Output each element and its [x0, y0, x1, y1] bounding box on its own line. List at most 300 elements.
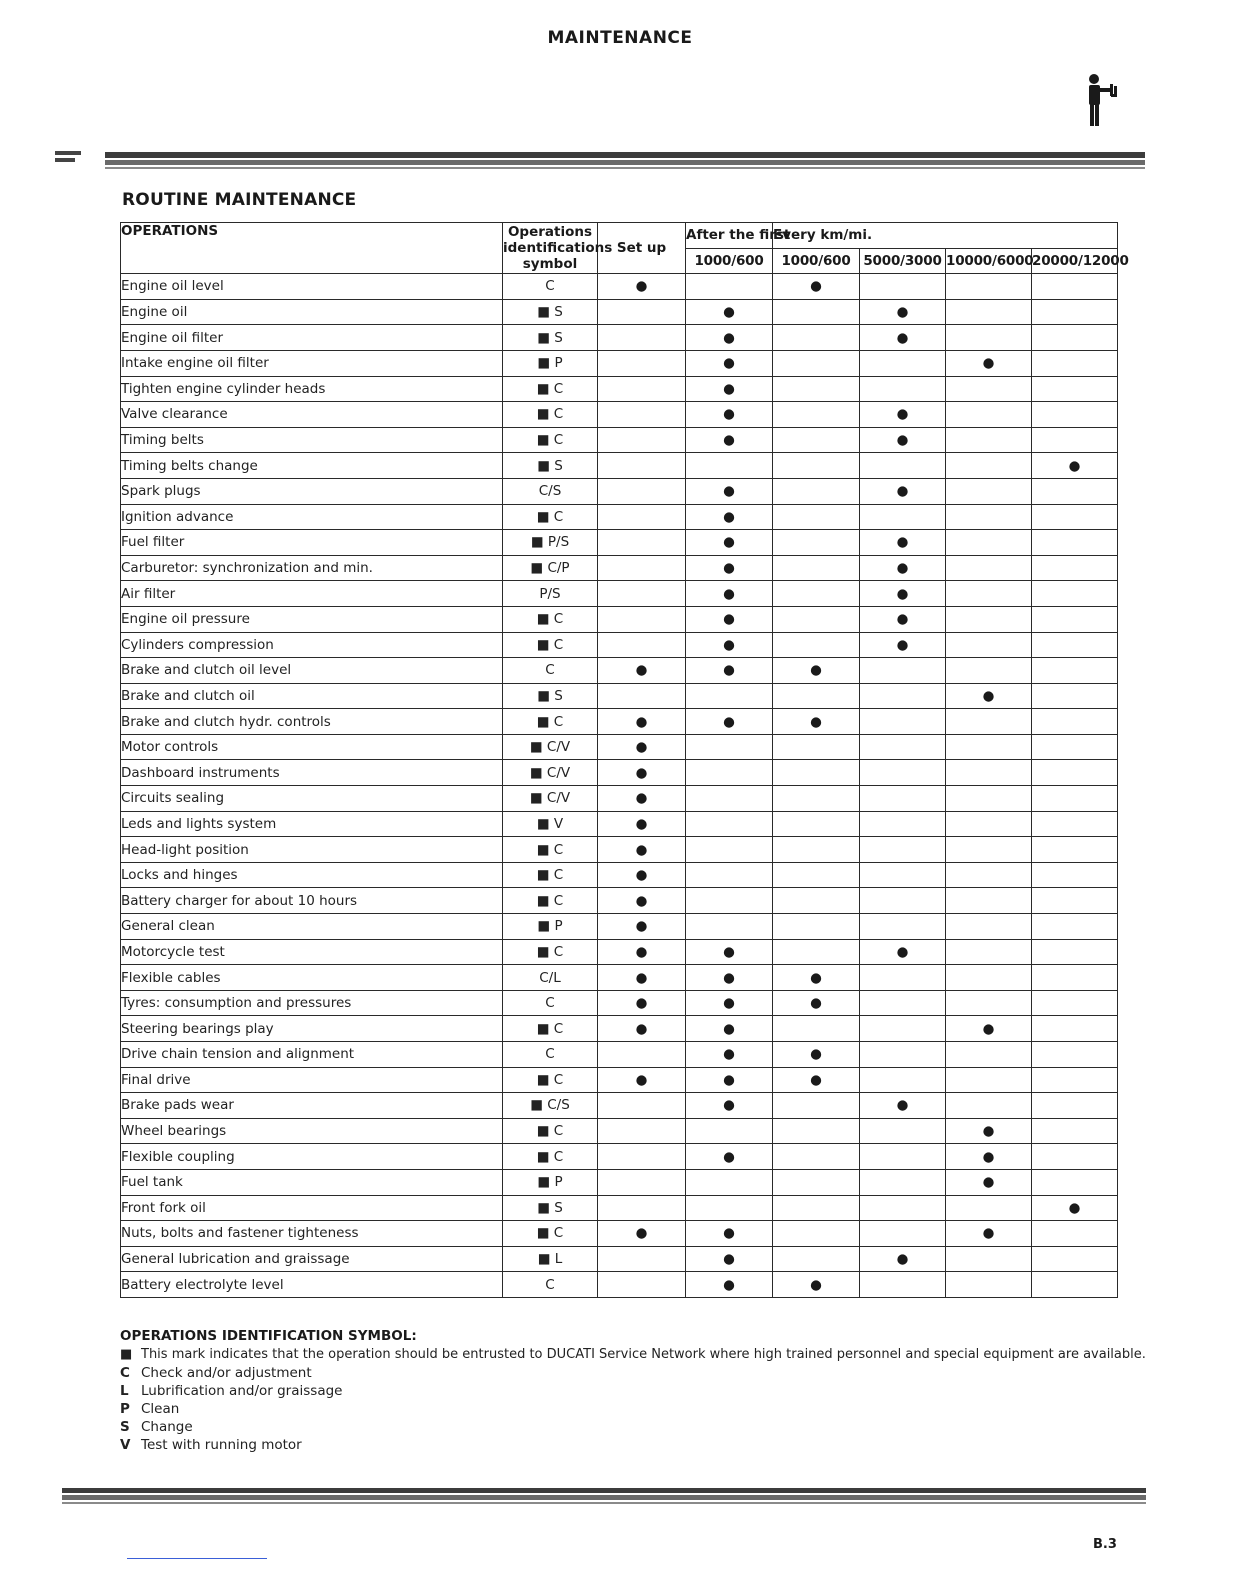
interval-mark-cell — [773, 1246, 860, 1272]
setup-mark-cell — [598, 632, 686, 658]
interval-mark-cell — [773, 299, 860, 325]
interval-mark-cell — [860, 811, 946, 837]
interval-mark-cell: ● — [686, 478, 773, 504]
interval-mark-cell — [946, 325, 1032, 351]
setup-mark-cell: ● — [598, 990, 686, 1016]
setup-mark-cell — [598, 402, 686, 428]
interval-mark-cell — [860, 1118, 946, 1144]
symbol-header — [503, 223, 613, 274]
interval-mark-cell — [946, 888, 1032, 914]
setup-mark-cell: ● — [598, 1221, 686, 1247]
operation-cell: Brake and clutch hydr. controls — [121, 709, 503, 735]
interval-mark-cell — [686, 888, 773, 914]
symbol-cell: ■ C — [503, 504, 598, 530]
setup-mark-cell: ● — [598, 888, 686, 914]
symbol-header-line2: identifications — [503, 240, 613, 257]
setup-mark-cell: ● — [598, 914, 686, 940]
interval-mark-cell — [773, 632, 860, 658]
legend-title: OPERATIONS IDENTIFICATION SYMBOL: — [120, 1328, 417, 1344]
setup-mark-cell — [598, 1118, 686, 1144]
interval-mark-cell — [773, 811, 860, 837]
interval-mark-cell — [1032, 811, 1118, 837]
operation-cell: Fuel filter — [121, 530, 503, 556]
interval-mark-cell: ● — [860, 299, 946, 325]
interval-mark-cell — [946, 1042, 1032, 1068]
interval-mark-cell: ● — [686, 1246, 773, 1272]
setup-mark-cell: ● — [598, 837, 686, 863]
symbol-cell: ■ C — [503, 1067, 598, 1093]
interval-mark-cell — [860, 965, 946, 991]
table-row — [121, 632, 1118, 658]
interval-mark-cell — [946, 1195, 1032, 1221]
table-row — [121, 1272, 1118, 1298]
interval-mark-cell: ● — [686, 939, 773, 965]
interval-mark-cell: ● — [686, 427, 773, 453]
interval-mark-cell: ● — [773, 1067, 860, 1093]
interval-mark-cell: ● — [773, 1272, 860, 1298]
interval-mark-cell — [946, 453, 1032, 479]
setup-mark-cell — [598, 530, 686, 556]
table-row — [121, 1169, 1118, 1195]
symbol-cell: C/S — [503, 478, 598, 504]
operation-cell: Final drive — [121, 1067, 503, 1093]
every-header: Every km/mi. — [773, 223, 1118, 249]
symbol-cell: ■ C — [503, 402, 598, 428]
symbol-cell: ■ C/P — [503, 555, 598, 581]
operation-cell: Wheel bearings — [121, 1118, 503, 1144]
interval-mark-cell: ● — [860, 632, 946, 658]
interval-mark-cell — [946, 786, 1032, 812]
table-row — [121, 837, 1118, 863]
setup-header: Set up — [598, 223, 686, 274]
symbol-cell: ■ C — [503, 837, 598, 863]
symbol-cell: ■ C — [503, 376, 598, 402]
symbol-cell: C — [503, 658, 598, 684]
interval-mark-cell — [1032, 965, 1118, 991]
operation-cell: Ignition advance — [121, 504, 503, 530]
interval-mark-cell — [686, 1118, 773, 1144]
setup-mark-cell: ● — [598, 1067, 686, 1093]
interval-mark-cell — [860, 1144, 946, 1170]
interval-mark-cell — [1032, 402, 1118, 428]
legend-item — [120, 1401, 179, 1417]
interval-mark-cell — [860, 376, 946, 402]
interval-mark-cell — [773, 1144, 860, 1170]
interval-mark-cell — [946, 1093, 1032, 1119]
symbol-cell: C — [503, 274, 598, 300]
setup-mark-cell: ● — [598, 734, 686, 760]
legend-key: ■ — [120, 1347, 133, 1362]
symbol-cell: ■ C — [503, 709, 598, 735]
interval-mark-cell — [1032, 325, 1118, 351]
legend-text: Test with running motor — [141, 1437, 302, 1453]
table-row — [121, 811, 1118, 837]
interval-mark-cell — [946, 862, 1032, 888]
interval-mark-cell — [773, 1169, 860, 1195]
interval-mark-cell: ● — [686, 965, 773, 991]
table-row — [121, 862, 1118, 888]
operation-cell: Locks and hinges — [121, 862, 503, 888]
setup-mark-cell — [598, 606, 686, 632]
table-row — [121, 504, 1118, 530]
interval-mark-cell: ● — [686, 350, 773, 376]
operation-cell: Timing belts change — [121, 453, 503, 479]
link-underline — [127, 1558, 267, 1559]
interval-mark-cell — [773, 734, 860, 760]
legend-text: Clean — [141, 1401, 180, 1417]
interval-mark-cell — [686, 862, 773, 888]
setup-mark-cell: ● — [598, 786, 686, 812]
operation-cell: Motor controls — [121, 734, 503, 760]
symbol-cell: ■ C — [503, 862, 598, 888]
interval-mark-cell — [773, 837, 860, 863]
interval-mark-cell: ● — [946, 683, 1032, 709]
operation-cell: General lubrication and graissage — [121, 1246, 503, 1272]
interval-mark-cell — [773, 1118, 860, 1144]
interval-mark-cell — [860, 658, 946, 684]
interval-mark-cell — [946, 734, 1032, 760]
setup-mark-cell: ● — [598, 939, 686, 965]
interval-mark-cell — [1032, 1221, 1118, 1247]
interval-mark-cell — [946, 1272, 1032, 1298]
interval-mark-cell — [686, 786, 773, 812]
operation-cell: Tyres: consumption and pressures — [121, 990, 503, 1016]
symbol-cell: ■ C — [503, 1118, 598, 1144]
interval-mark-cell — [946, 402, 1032, 428]
symbol-cell: ■ C/V — [503, 734, 598, 760]
symbol-cell: ■ L — [503, 1246, 598, 1272]
interval-mark-cell — [946, 632, 1032, 658]
interval-mark-cell — [686, 914, 773, 940]
interval-mark-cell — [1032, 530, 1118, 556]
interval-mark-cell — [946, 990, 1032, 1016]
interval-mark-cell: ● — [686, 504, 773, 530]
interval-mark-cell — [686, 453, 773, 479]
interval-mark-cell — [773, 504, 860, 530]
interval-mark-cell: ● — [946, 1221, 1032, 1247]
symbol-cell: ■ P — [503, 914, 598, 940]
interval-header: 1000/600 — [773, 248, 860, 274]
table-row — [121, 939, 1118, 965]
interval-mark-cell — [686, 760, 773, 786]
operation-cell: Dashboard instruments — [121, 760, 503, 786]
interval-mark-cell — [1032, 1067, 1118, 1093]
interval-mark-cell: ● — [686, 1042, 773, 1068]
interval-mark-cell — [1032, 606, 1118, 632]
table-row — [121, 376, 1118, 402]
interval-mark-cell — [860, 350, 946, 376]
interval-mark-cell — [773, 606, 860, 632]
operation-cell: Cylinders compression — [121, 632, 503, 658]
table-row — [121, 453, 1118, 479]
interval-mark-cell — [773, 914, 860, 940]
interval-mark-cell — [1032, 939, 1118, 965]
interval-mark-cell — [686, 1195, 773, 1221]
symbol-cell: ■ C — [503, 939, 598, 965]
interval-mark-cell — [860, 683, 946, 709]
interval-mark-cell — [860, 709, 946, 735]
symbol-cell: ■ P/S — [503, 530, 598, 556]
interval-mark-cell: ● — [860, 1093, 946, 1119]
maintenance-table — [120, 222, 1129, 1298]
setup-mark-cell — [598, 581, 686, 607]
interval-mark-cell — [1032, 709, 1118, 735]
legend-key: C — [120, 1365, 130, 1381]
interval-mark-cell: ● — [773, 1042, 860, 1068]
interval-mark-cell — [946, 427, 1032, 453]
setup-mark-cell — [598, 325, 686, 351]
mechanic-icon — [1078, 72, 1124, 128]
operation-cell: Intake engine oil filter — [121, 350, 503, 376]
setup-mark-cell: ● — [598, 760, 686, 786]
operation-cell: Battery electrolyte level — [121, 1272, 503, 1298]
setup-mark-cell — [598, 504, 686, 530]
interval-mark-cell — [1032, 1246, 1118, 1272]
interval-mark-cell: ● — [686, 530, 773, 556]
symbol-cell: C — [503, 1042, 598, 1068]
operation-cell: Engine oil level — [121, 274, 503, 300]
interval-mark-cell — [946, 914, 1032, 940]
table-row — [121, 606, 1118, 632]
interval-mark-cell — [1032, 1042, 1118, 1068]
interval-mark-cell: ● — [686, 1093, 773, 1119]
symbol-cell: ■ S — [503, 453, 598, 479]
interval-mark-cell — [860, 760, 946, 786]
interval-mark-cell — [773, 530, 860, 556]
setup-mark-cell — [598, 1195, 686, 1221]
setup-mark-cell: ● — [598, 709, 686, 735]
interval-mark-cell: ● — [946, 350, 1032, 376]
interval-mark-cell: ● — [686, 299, 773, 325]
interval-mark-cell — [773, 581, 860, 607]
interval-header: 10000/6000 — [946, 248, 1032, 274]
setup-mark-cell: ● — [598, 274, 686, 300]
interval-mark-cell — [1032, 1169, 1118, 1195]
interval-mark-cell — [773, 555, 860, 581]
table-row — [121, 709, 1118, 735]
interval-mark-cell — [1032, 862, 1118, 888]
legend-key: S — [120, 1419, 130, 1435]
symbol-cell: ■ C — [503, 888, 598, 914]
interval-mark-cell — [1032, 786, 1118, 812]
symbol-cell: P/S — [503, 581, 598, 607]
interval-mark-cell — [1032, 478, 1118, 504]
interval-mark-cell — [946, 376, 1032, 402]
operation-cell: Head-light position — [121, 837, 503, 863]
table-row — [121, 760, 1118, 786]
interval-mark-cell — [773, 1016, 860, 1042]
setup-mark-cell — [598, 1169, 686, 1195]
interval-mark-cell: ● — [686, 555, 773, 581]
operation-cell: Circuits sealing — [121, 786, 503, 812]
symbol-cell: ■ C — [503, 632, 598, 658]
operation-cell: Brake and clutch oil — [121, 683, 503, 709]
interval-mark-cell — [860, 504, 946, 530]
operation-cell: General clean — [121, 914, 503, 940]
legend-item — [120, 1419, 193, 1435]
interval-mark-cell — [946, 555, 1032, 581]
interval-mark-cell — [686, 734, 773, 760]
interval-mark-cell — [860, 1042, 946, 1068]
interval-mark-cell: ● — [686, 709, 773, 735]
interval-mark-cell: ● — [686, 1016, 773, 1042]
interval-mark-cell: ● — [686, 632, 773, 658]
interval-header: 1000/600 — [686, 248, 773, 274]
setup-mark-cell — [598, 1042, 686, 1068]
interval-mark-cell — [773, 862, 860, 888]
table-row — [121, 555, 1118, 581]
symbol-cell: ■ S — [503, 325, 598, 351]
interval-mark-cell: ● — [773, 990, 860, 1016]
interval-mark-cell: ● — [860, 939, 946, 965]
interval-mark-cell: ● — [773, 709, 860, 735]
interval-mark-cell: ● — [1032, 1195, 1118, 1221]
symbol-cell: ■ C/S — [503, 1093, 598, 1119]
setup-mark-cell — [598, 1272, 686, 1298]
interval-mark-cell: ● — [686, 1067, 773, 1093]
interval-mark-cell — [1032, 760, 1118, 786]
operations-header: OPERATIONS — [121, 223, 503, 274]
interval-mark-cell — [1032, 734, 1118, 760]
interval-mark-cell — [946, 530, 1032, 556]
table-row — [121, 530, 1118, 556]
interval-mark-cell: ● — [946, 1016, 1032, 1042]
interval-mark-cell — [946, 504, 1032, 530]
operation-cell: Valve clearance — [121, 402, 503, 428]
legend-item — [120, 1437, 302, 1453]
interval-mark-cell — [860, 990, 946, 1016]
symbol-cell: ■ C/V — [503, 786, 598, 812]
legend-key: L — [120, 1383, 129, 1399]
symbol-cell: ■ S — [503, 683, 598, 709]
interval-mark-cell: ● — [773, 965, 860, 991]
table-row — [121, 1221, 1118, 1247]
symbol-cell: ■ P — [503, 1169, 598, 1195]
interval-mark-cell — [946, 606, 1032, 632]
interval-mark-cell — [1032, 1272, 1118, 1298]
setup-mark-cell: ● — [598, 1016, 686, 1042]
interval-mark-cell — [860, 1221, 946, 1247]
interval-mark-cell — [860, 734, 946, 760]
interval-mark-cell: ● — [1032, 453, 1118, 479]
interval-mark-cell — [773, 376, 860, 402]
interval-mark-cell — [773, 453, 860, 479]
table-row — [121, 734, 1118, 760]
interval-mark-cell: ● — [860, 555, 946, 581]
table-row — [121, 402, 1118, 428]
symbol-cell: ■ C — [503, 1144, 598, 1170]
interval-mark-cell — [773, 939, 860, 965]
table-row — [121, 658, 1118, 684]
table-row — [121, 1093, 1118, 1119]
interval-mark-cell: ● — [686, 402, 773, 428]
operation-cell: Drive chain tension and alignment — [121, 1042, 503, 1068]
setup-mark-cell — [598, 453, 686, 479]
operation-cell: Fuel tank — [121, 1169, 503, 1195]
interval-mark-cell — [860, 1272, 946, 1298]
table-row — [121, 888, 1118, 914]
interval-mark-cell — [773, 1221, 860, 1247]
interval-mark-cell: ● — [946, 1118, 1032, 1144]
interval-mark-cell — [860, 786, 946, 812]
interval-mark-cell — [686, 837, 773, 863]
symbol-cell: ■ C — [503, 1016, 598, 1042]
interval-mark-cell — [946, 837, 1032, 863]
interval-mark-cell — [860, 1169, 946, 1195]
symbol-cell: ■ S — [503, 299, 598, 325]
legend-key: P — [120, 1401, 130, 1417]
interval-mark-cell — [946, 274, 1032, 300]
interval-mark-cell — [1032, 914, 1118, 940]
symbol-cell: ■ C — [503, 606, 598, 632]
setup-mark-cell — [598, 350, 686, 376]
interval-mark-cell — [773, 1093, 860, 1119]
legend-item — [120, 1383, 342, 1399]
interval-mark-cell — [773, 402, 860, 428]
interval-mark-cell — [946, 760, 1032, 786]
interval-mark-cell — [860, 1016, 946, 1042]
interval-mark-cell: ● — [686, 606, 773, 632]
interval-mark-cell — [946, 658, 1032, 684]
interval-mark-cell: ● — [860, 478, 946, 504]
setup-mark-cell — [598, 1144, 686, 1170]
interval-mark-cell — [1032, 837, 1118, 863]
table-row — [121, 683, 1118, 709]
symbol-cell: C — [503, 1272, 598, 1298]
operation-cell: Air filter — [121, 581, 503, 607]
setup-mark-cell — [598, 427, 686, 453]
interval-mark-cell — [686, 683, 773, 709]
operation-cell: Motorcycle test — [121, 939, 503, 965]
interval-mark-cell: ● — [773, 274, 860, 300]
interval-mark-cell — [773, 478, 860, 504]
operation-cell: Carburetor: synchronization and min. — [121, 555, 503, 581]
symbol-cell: ■ P — [503, 350, 598, 376]
interval-mark-cell: ● — [686, 1144, 773, 1170]
operation-cell: Flexible coupling — [121, 1144, 503, 1170]
legend-text: Lubrification and/or graissage — [141, 1383, 343, 1399]
interval-mark-cell: ● — [686, 581, 773, 607]
interval-mark-cell: ● — [860, 1246, 946, 1272]
legend-item — [120, 1365, 312, 1381]
table-row — [121, 325, 1118, 351]
operation-cell: Spark plugs — [121, 478, 503, 504]
table-row — [121, 299, 1118, 325]
setup-mark-cell: ● — [598, 965, 686, 991]
table-row — [121, 427, 1118, 453]
operation-cell: Brake and clutch oil level — [121, 658, 503, 684]
interval-mark-cell — [1032, 1144, 1118, 1170]
legend-text: Check and/or adjustment — [141, 1365, 312, 1381]
operation-cell: Steering bearings play — [121, 1016, 503, 1042]
symbol-cell: C — [503, 990, 598, 1016]
page-header-title: MAINTENANCE — [547, 28, 693, 48]
interval-mark-cell — [1032, 683, 1118, 709]
symbol-cell: ■ S — [503, 1195, 598, 1221]
table-row — [121, 1195, 1118, 1221]
interval-mark-cell — [773, 760, 860, 786]
symbol-header-line3: symbol — [522, 256, 578, 273]
setup-mark-cell — [598, 1246, 686, 1272]
interval-mark-cell — [946, 1246, 1032, 1272]
interval-mark-cell — [860, 453, 946, 479]
interval-mark-cell: ● — [686, 658, 773, 684]
operation-cell: Engine oil filter — [121, 325, 503, 351]
interval-mark-cell: ● — [946, 1144, 1032, 1170]
setup-mark-cell — [598, 478, 686, 504]
operation-cell: Tighten engine cylinder heads — [121, 376, 503, 402]
interval-mark-cell — [1032, 350, 1118, 376]
